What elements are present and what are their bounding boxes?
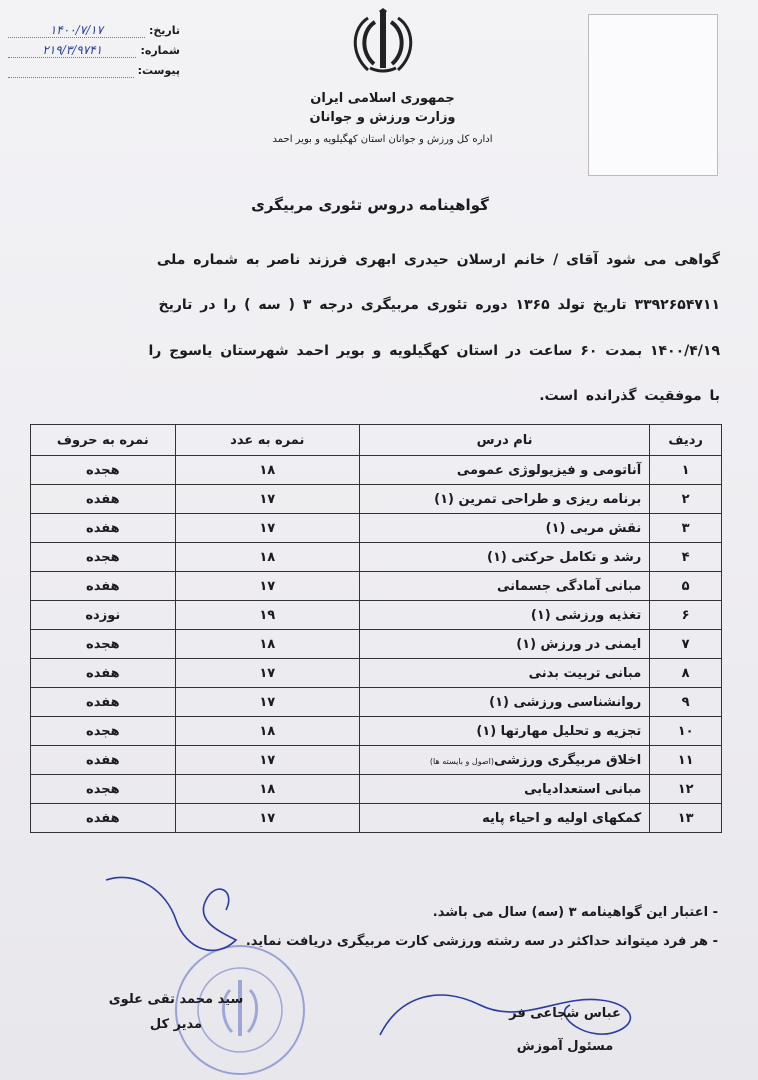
- course-name-text: تجزیه و تحلیل مهارتها (۱): [476, 723, 642, 739]
- header-course-name: نام درس: [359, 425, 649, 456]
- body-line-3: ۱۴۰۰/۴/۱۹ بمدت ۶۰ ساعت در استان کهگیلویه و بویر احمد شهرستان یاسوج را: [148, 343, 720, 359]
- course-name-text: آناتومی و فیزیولوژی عمومی: [456, 462, 642, 478]
- course-name: [359, 775, 649, 804]
- director-title: مدیر کل: [149, 1017, 203, 1032]
- table-row: [31, 746, 722, 775]
- course-name: [359, 601, 649, 630]
- course-name: [359, 456, 649, 485]
- table-row: [31, 775, 722, 804]
- row-number: ۱۳: [650, 804, 722, 833]
- header-ministry: وزارت ورزش و جوانان: [309, 110, 456, 125]
- director-signature-block: [96, 992, 256, 1032]
- grade-words: هفده: [31, 485, 176, 514]
- validity-note: - اعتبار این گواهینامه ۳ (سه) سال می باشد.: [432, 905, 718, 920]
- course-name: [359, 746, 649, 775]
- grade-words: هفده: [31, 659, 176, 688]
- course-name: [359, 543, 649, 572]
- body-line-1: گواهی می شود آقای / خانم ارسلان حیدری ابهری فرزند ناصر به شماره ملی: [156, 252, 720, 268]
- row-number: ۳: [650, 514, 722, 543]
- row-number: ۹: [650, 688, 722, 717]
- table-row: [31, 630, 722, 659]
- row-number: ۲: [650, 485, 722, 514]
- date-value: ۱۴۰۰/۷/۱۷: [8, 23, 145, 38]
- body-line-4: با موفقیت گذرانده است.: [539, 388, 720, 404]
- date-label: تاریخ:: [148, 23, 180, 37]
- course-name: [359, 659, 649, 688]
- meta-date-row: [8, 20, 180, 40]
- sports-limit-note: - هر فرد میتواند حداکثر در سه رشته ورزشی کارت مربیگری دریافت نماید.: [245, 934, 718, 949]
- grade-number: ۱۸: [175, 717, 359, 746]
- table-row: [31, 717, 722, 746]
- grade-words: هفده: [31, 514, 176, 543]
- grade-number: ۱۷: [175, 804, 359, 833]
- course-name-text: ایمنی در ورزش (۱): [516, 636, 642, 652]
- table-row: [31, 688, 722, 717]
- grade-number: ۱۷: [175, 746, 359, 775]
- grade-words: هفده: [31, 746, 176, 775]
- course-name-text: تغذیه ورزشی (۱): [530, 607, 642, 623]
- course-name: [359, 572, 649, 601]
- course-name-text: روانشناسی ورزشی (۱): [489, 694, 642, 710]
- grade-words: هجده: [31, 717, 176, 746]
- course-name-text: مبانی آمادگی جسمانی: [496, 578, 642, 594]
- course-name-text: نقش مربی (۱): [545, 520, 642, 536]
- row-number: ۱۱: [650, 746, 722, 775]
- certificate-title: گواهینامه دروس تئوری مربیگری: [251, 196, 489, 214]
- course-name-text: کمکهای اولیه و احیاء پایه: [482, 810, 642, 826]
- course-name-text: مبانی استعدادیابی: [524, 781, 642, 797]
- header-office: اداره کل ورزش و جوانان استان کهگیلویه و بویر احمد: [272, 134, 493, 145]
- grade-number: ۱۸: [175, 630, 359, 659]
- course-name: [359, 514, 649, 543]
- grade-number: ۱۸: [175, 775, 359, 804]
- table-row: [31, 514, 722, 543]
- ministry-header: [250, 90, 515, 152]
- meta-attachment-row: [8, 60, 180, 80]
- grade-number: ۱۷: [175, 688, 359, 717]
- row-number: ۱۰: [650, 717, 722, 746]
- number-value: ۲۱۹/۳/۹۷۴۱: [8, 43, 136, 58]
- course-name-text: اخلاق مربیگری ورزشی: [494, 752, 642, 768]
- education-officer-title: مسئول آموزش: [516, 1039, 614, 1054]
- course-name: [359, 485, 649, 514]
- grade-words: هفده: [31, 804, 176, 833]
- meta-number-row: [8, 40, 180, 60]
- header-grade-number: نمره به عدد: [175, 425, 359, 456]
- grade-number: ۱۸: [175, 543, 359, 572]
- number-label: شماره:: [140, 43, 180, 57]
- photo-box: [588, 14, 718, 176]
- grade-number: ۱۹: [175, 601, 359, 630]
- education-officer-signature-block: [490, 1006, 640, 1054]
- grade-words: هجده: [31, 775, 176, 804]
- director-name: سید محمد تقی علوی: [108, 992, 244, 1007]
- row-number: ۵: [650, 572, 722, 601]
- grade-number: ۱۷: [175, 659, 359, 688]
- row-number: ۷: [650, 630, 722, 659]
- grade-words: نوزده: [31, 601, 176, 630]
- course-name: [359, 630, 649, 659]
- grade-words: هجده: [31, 456, 176, 485]
- grade-number: ۱۸: [175, 456, 359, 485]
- course-name: [359, 717, 649, 746]
- attachment-value: [8, 63, 134, 78]
- table-row: [31, 456, 722, 485]
- iran-emblem-icon: [348, 8, 418, 74]
- meta-block: [8, 20, 180, 80]
- table-row: [31, 804, 722, 833]
- course-name: [359, 804, 649, 833]
- grade-words: هفده: [31, 688, 176, 717]
- header-republic: جمهوری اسلامی ایران: [310, 91, 455, 106]
- grade-words: هفده: [31, 572, 176, 601]
- table-header-row: [31, 425, 722, 456]
- attachment-label: پیوست:: [137, 63, 180, 77]
- course-name-text: برنامه ریزی و طراحی تمرین (۱): [434, 491, 642, 507]
- table-row: [31, 659, 722, 688]
- body-line-2: ۳۳۹۲۶۵۴۷۱۱ تاریخ تولد ۱۳۶۵ دوره تئوری مربیگری درجه ۳ ( سه ) را در تاریخ: [158, 297, 720, 313]
- grade-words: هجده: [31, 543, 176, 572]
- row-number: ۱۲: [650, 775, 722, 804]
- course-name-text: رشد و تکامل حرکتی (۱): [487, 549, 642, 565]
- table-row: [31, 572, 722, 601]
- education-officer-name: عباس شجاعی فر: [509, 1006, 621, 1021]
- table-row: [31, 485, 722, 514]
- row-number: ۴: [650, 543, 722, 572]
- grade-words: هجده: [31, 630, 176, 659]
- header-row-number: ردیف: [650, 425, 722, 456]
- table-row: [31, 601, 722, 630]
- course-name-text: مبانی تربیت بدنی: [528, 665, 642, 681]
- header-grade-words: نمره به حروف: [31, 425, 176, 456]
- course-name: [359, 688, 649, 717]
- row-number: ۶: [650, 601, 722, 630]
- row-number: ۱: [650, 456, 722, 485]
- grade-number: ۱۷: [175, 514, 359, 543]
- row-number: ۸: [650, 659, 722, 688]
- grades-table: [30, 424, 722, 833]
- course-name-note: (اصول و بایسته ها): [429, 756, 495, 766]
- grade-number: ۱۷: [175, 485, 359, 514]
- table-row: [31, 543, 722, 572]
- grade-number: ۱۷: [175, 572, 359, 601]
